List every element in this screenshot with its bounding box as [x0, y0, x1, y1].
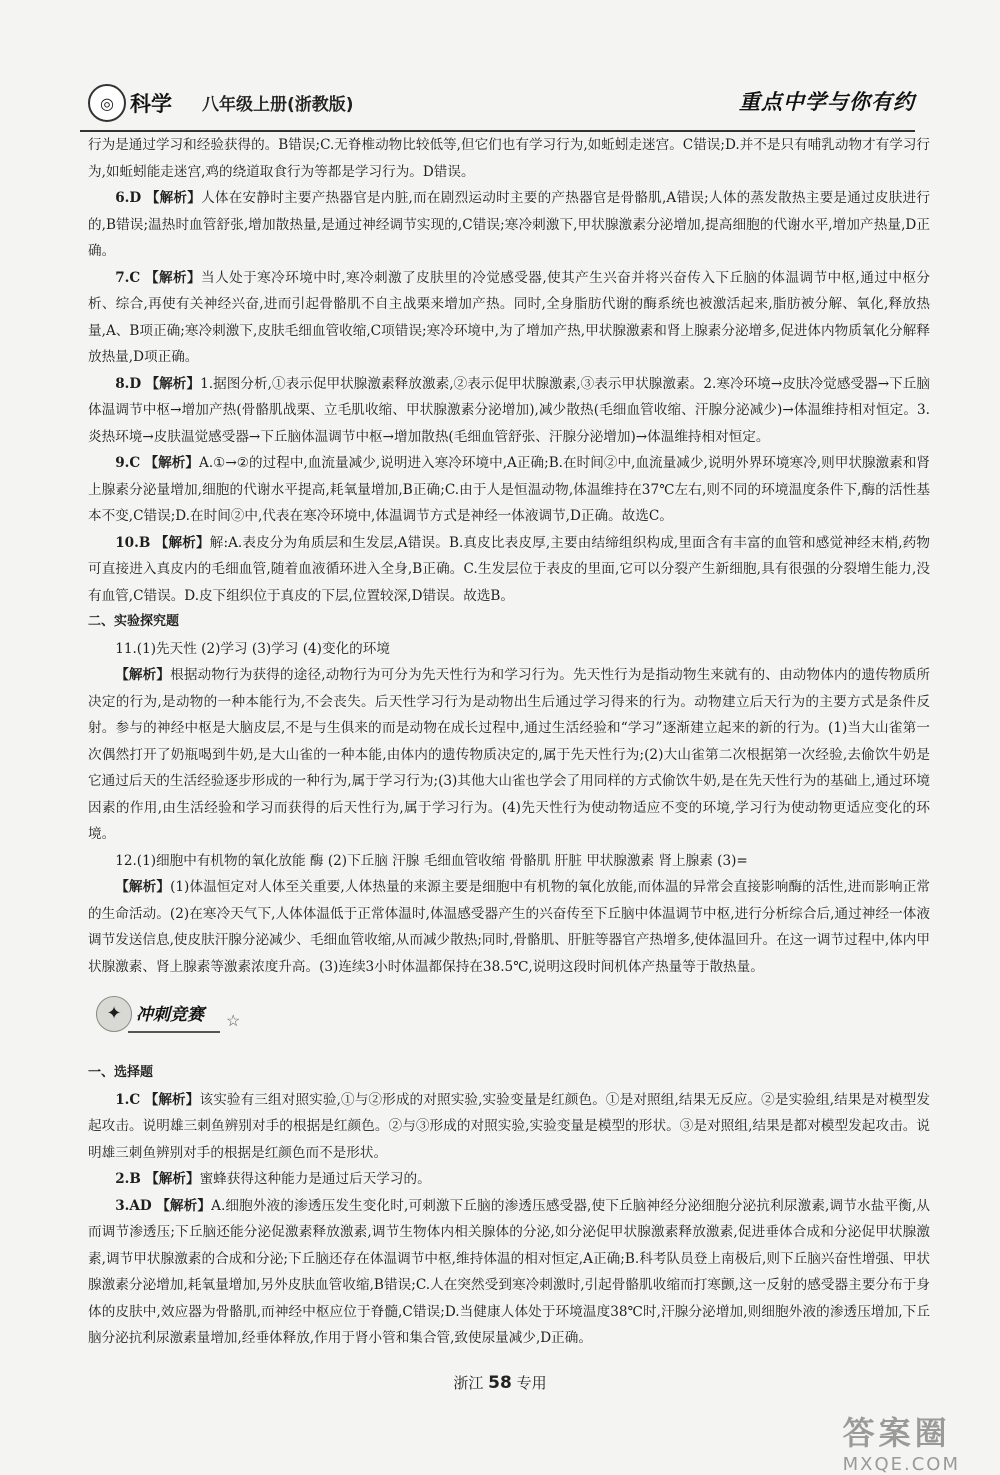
answer-item: 6.D 【解析】人体在安静时主要产热器官是内脏,而在剧烈运动时主要的产热器官是骨骼肌,A错误;人体的蒸发散热主要是通过皮肤进行的,B错误;温热时血管舒张,增加散热量,是通过神经调节实现的,C错误;寒冷刺激下,甲状腺激素分泌增加,提高细胞的代谢水平,增加产热量,D正确。 [88, 190, 930, 259]
page-header [80, 78, 915, 132]
watermark-title: 答案圈 [842, 1414, 951, 1452]
answer-item: 【解析】(1)体温恒定对人体至关重要,人体热量的来源主要是细胞中有机物的氧化放能,而体温的异常会直接影响酶的活性,进而影响正常的生命活动。(2)在寒冷天气下,人体体温低于正常体温时,体温感受器产生的兴奋传至下丘脑中体温调节中枢,进行分析综合后,通过神经一体液调节发送信息,使皮肤汗腺分泌减少、毛细血管收缩,从而减少散热;同时,骨骼肌、肝脏等器官产热增多,使体温回升。在这一调节过程中,体内甲状腺激素、肾上腺素等激素浓度升高。(3)连续3小时体温都保持在38.5℃,说明这段时间机体产热量等于散热量。 [88, 879, 931, 975]
watermark [843, 1408, 960, 1475]
header-slogan: 重点中学与你有约 [739, 90, 915, 114]
subject-title: 科学 [130, 92, 172, 116]
page-footer [0, 1372, 1000, 1393]
section-heading: 二、实验探究题 [88, 614, 180, 629]
answer-line: 12.(1)细胞中有机物的氧化放能 酶 (2)下丘脑 汗腺 毛细血管收缩 骨骼肌 肝脏 甲状腺激素 肾上腺素 (3)= [115, 852, 748, 869]
footer-suffix: 专用 [516, 1374, 547, 1392]
answer-item: 9.C 【解析】A.①→②的过程中,血流量减少,说明进入寒冷环境中,A正确;B.在时间②中,血流量减少,说明外界环境寒冷,则甲状腺激素和肾上腺素分泌量增加,细胞的代谢水平提高,耗氧量增加,B正确;C.由于人是恒温动物,体温维持在37℃左右,则不同的环境温度条件下,酶的活性基本不变,C错误;D.在时间②中,代表在寒冷环境中,体温调节方式是神经一体液调节,D正确。故选C。 [88, 455, 930, 524]
sprint-badge-icon: ✦ [96, 996, 132, 1032]
grade-label: 八年级上册(浙教版) [202, 95, 354, 115]
star-icon: ☆ [226, 1011, 241, 1030]
section-heading: 一、选择题 [88, 1065, 154, 1080]
answer-item: 2.B 【解析】蜜蜂获得这种能力是通过后天学习的。 [115, 1171, 431, 1187]
answer-item: 【解析】根据动物行为获得的途径,动物行为可分为先天性行为和学习行为。先天性行为是指动物生来就有的、由动物体内的遗传物质所决定的行为,是动物的一种本能行为,不会丧失。后天性学习行为是动物出生后通过学习得来的行为。动物建立后天行为的主要方式是条件反射。参与的神经中枢是大脑皮层,不是与生俱来的而是动物在成长过程中,通过生活经验和“学习”逐渐建立起来的新的行为。(1)当大山雀第一次偶然打开了奶瓶喝到牛奶,是大山雀的一种本能,由体内的遗传物质决定的,属于先天性行为;(2)大山雀第二次根据第一次经验,去偷饮牛奶是它通过后天的生活经验逐步形成的一种行为,属于学习行为;(3)其他大山雀也学会了用同样的方式偷饮牛奶,是在先天性行为的基础上,通过环境因素的作用,由生活经验和学习而获得的后天性行为,属于学习行为。(4)先天性行为使动物适应不变的环境,学习行为使动物更适应变化的环境。 [88, 667, 930, 842]
school-seal-icon: ◎ [88, 84, 126, 122]
answer-line: 11.(1)先天性 (2)学习 (3)学习 (4)变化的环境 [115, 640, 390, 657]
answer-item: 10.B 【解析】解:A.表皮分为角质层和生发层,A错误。B.真皮比表皮厚,主要由结缔组织构成,里面含有丰富的血管和感觉神经末梢,药物可直接进入真皮内的毛细血管,随着血液循环进入全身,B正确。C.生发层位于表皮的里面,它可以分裂产生新细胞,具有很强的分裂增生能力,没有血管,C错误。D.皮下组织位于真皮的下层,位置较深,D错误。故选B。 [88, 534, 930, 604]
footer-region: 浙江 [453, 1374, 484, 1392]
answer-item: 3.AD 【解析】A.细胞外液的渗透压发生变化时,可刺激下丘脑的渗透压感受器,使下丘脑神经分泌细胞分泌抗利尿激素,调节水盐平衡,从而调节渗透压;下丘脑还能分泌促激素释放激素,调节生物体内相关腺体的分泌,如分泌促甲状腺激素释放激素,促进垂体合成和分泌促甲状腺激素,调节甲状腺激素的合成和分泌;下丘脑还存在体温调节中枢,维持体温的相对恒定,A正确;B.科考队员登上南极后,则下丘脑兴奋性增强、甲状腺激素分泌增加,耗氧量增加,另外皮肤血管收缩,B错误;C.人在突然受到寒冷刺激时,引起骨骼肌收缩而打寒颤,这一反射的感受器主要分布于身体的皮肤中,效应器为骨骼肌,而神经中枢应位于脊髓,C错误;D.当健康人体处于环境温度38℃时,汗腺分泌增加,则细胞外液的渗透压增加,下丘脑分泌抗利尿激素量增加,经垂体释放,作用于肾小管和集合管,致使尿量减少,D正确。 [88, 1197, 930, 1346]
answer-item: 7.C 【解析】当人处于寒冷环境中时,寒冷刺激了皮肤里的冷觉感受器,使其产生兴奋并将兴奋传入下丘脑的体温调节中枢,通过中枢分析、综合,再使有关神经兴奋,进而引起骨骼肌不自主战栗来增加产热。同时,全身脂肪代谢的酶系统也被激活起来,脂肪被分解、氧化,释放热量,A、B项正确;寒冷刺激下,皮肤毛细血管收缩,C项错误;寒冷环境中,为了增加产热,甲状腺激素和肾上腺素分泌增多,促进体内物质氧化分解释放热量,D项正确。 [88, 269, 930, 365]
answer-item: 1.C 【解析】该实验有三组对照实验,①与②形成的对照实验,实验变量是红颜色。①是对照组,结果无反应。②是实验组,结果是对模型发起攻击。说明雄三刺鱼辨别对手的根据是红颜色。②与③形成的对照实验,实验变量是模型的形状。③是对照组,结果是都对模型发起攻击。说明雄三刺鱼辨别对手的根据是红颜色而不是形状。 [88, 1091, 930, 1161]
watermark-url: MXQE.COM [842, 1454, 960, 1475]
answer-item: 8.D 【解析】1.据图分析,①表示促甲状腺激素释放激素,②表示促甲状腺激素,③表示甲状腺激素。2.寒冷环境→皮肤冷觉感受器→下丘脑体温调节中枢→增加产热(骨骼肌战栗、立毛肌收缩、甲状腺激素分泌增加),减少散热(毛细血管收缩、汗腺分泌减少)→体温维持相对恒定。3.炎热环境→皮肤温觉感受器→下丘脑体温调节中枢→增加散热(毛细血管舒张、汗腺分泌增加)→体温维持相对恒定。 [88, 375, 930, 445]
page-number: 58 [488, 1373, 512, 1393]
sprint-banner [88, 994, 930, 1036]
answer-content [88, 132, 930, 1352]
paragraph: 行为是通过学习和经验获得的。B错误;C.无脊椎动物比较低等,但它们也有学习行为,如蚯蚓走迷宫。C错误;D.并不是只有哺乳动物才有学习行为,如蚯蚓能走迷宫,鸡的绕道取食行为等都是学习行为。D错误。 [88, 137, 931, 180]
banner-label: 冲刺竞赛 [128, 1000, 220, 1033]
